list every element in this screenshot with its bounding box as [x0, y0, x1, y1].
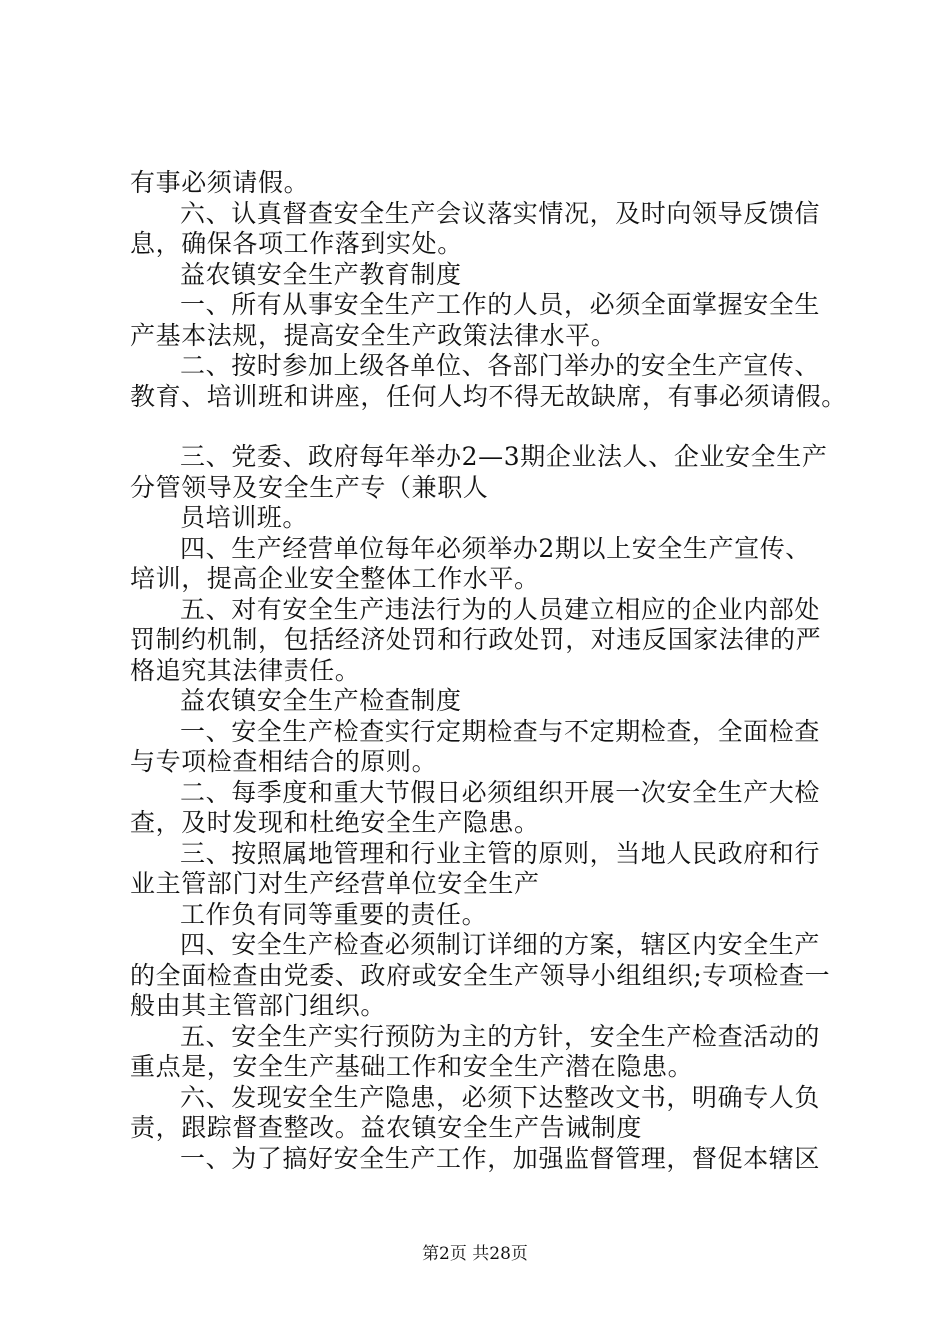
text-line: 三、党委、政府每年举办2—3期企业法人、企业安全生产 [180, 442, 828, 471]
text-line: 与专项检查相结合的原则。 [130, 747, 438, 776]
page-footer: 第2页 共28页 [422, 1244, 528, 1264]
text-line: 格追究其法律责任。 [130, 655, 361, 685]
document-body [130, 168, 847, 1174]
text-line: 六、发现安全生产隐患，必须下达整改文书，明确专人负 [180, 1082, 821, 1112]
text-line: 责，跟踪督查整改。益农镇安全生产告诫制度 [130, 1113, 643, 1142]
text-line: 益农镇安全生产教育制度 [180, 259, 462, 289]
text-line: 一、为了搞好安全生产工作，加强监督管理，督促本辖区 [180, 1143, 821, 1173]
text-line: 四、安全生产检查必须制订详细的方案，辖区内安全生产 [180, 930, 821, 959]
text-line: 三、按照属地管理和行业主管的原则，当地人民政府和行 [180, 838, 821, 868]
text-line: 工作负有同等重要的责任。 [180, 899, 488, 929]
text-line: 业主管部门对生产经营单位安全生产 [130, 869, 540, 898]
text-line: 益农镇安全生产检查制度 [180, 686, 462, 715]
text-line: 般由其主管部门组织。 [130, 991, 387, 1020]
text-line: 息，确保各项工作落到实处。 [130, 229, 463, 258]
text-line: 查，及时发现和杜绝安全生产隐患。 [130, 808, 540, 837]
paragraph-gap [130, 412, 840, 442]
text-line: 教育、培训班和讲座，任何人均不得无故缺席，有事必须请假。 [130, 381, 847, 411]
text-line: 二、按时参加上级各单位、各部门举办的安全生产宣传、 [180, 351, 821, 380]
text-line: 培训，提高企业安全整体工作水平。 [130, 564, 540, 593]
text-line: 六、认真督查安全生产会议落实情况，及时向领导反馈信 [180, 198, 821, 228]
text-line: 五、安全生产实行预防为主的方针，安全生产检查活动的 [180, 1021, 821, 1051]
text-line: 重点是，安全生产基础工作和安全生产潜在隐患。 [130, 1052, 694, 1081]
text-line: 二、每季度和重大节假日必须组织开展一次安全生产大检 [180, 777, 821, 807]
text-line: 一、所有从事安全生产工作的人员，必须全面掌握安全生 [180, 290, 821, 319]
text-line: 四、生产经营单位每年必须举办2期以上安全生产宣传、 [180, 533, 811, 563]
text-line: 有事必须请假。 [130, 168, 310, 197]
text-line: 的全面检查由党委、政府或安全生产领导小组组织;专项检查一 [130, 960, 831, 990]
text-line: 员培训班。 [180, 503, 309, 532]
text-line: 罚制约机制，包括经济处罚和行政处罚，对违反国家法律的严 [130, 625, 822, 654]
text-line: 产基本法规，提高安全生产政策法律水平。 [130, 320, 617, 350]
text-line: 一、安全生产检查实行定期检查与不定期检查，全面检查 [180, 716, 821, 746]
text-line: 五、对有安全生产违法行为的人员建立相应的企业内部处 [180, 594, 821, 624]
text-line: 分管领导及安全生产专（兼职人 [130, 472, 489, 502]
